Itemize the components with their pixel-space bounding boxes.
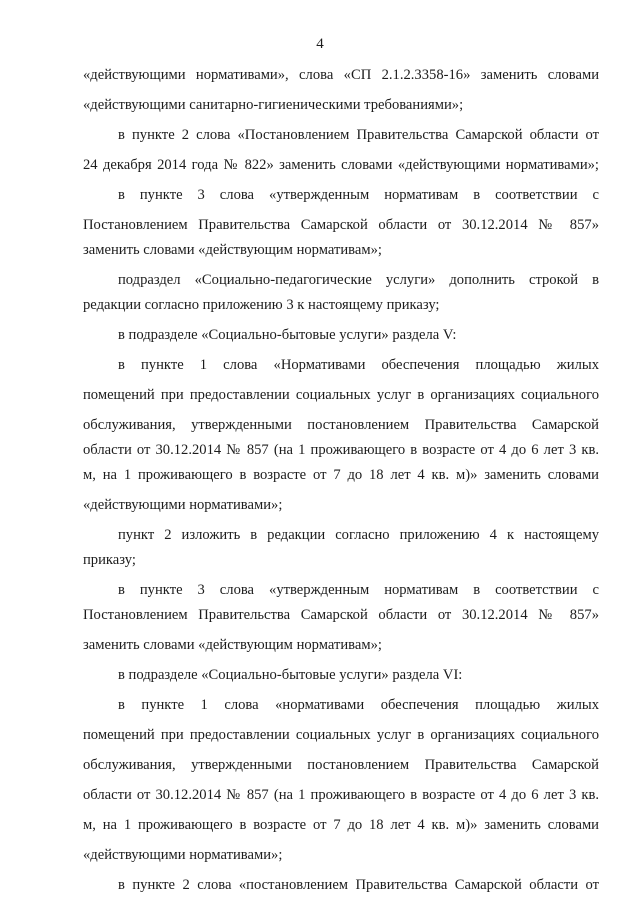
text-line: заменить словами «действующим нормативам»;: [83, 637, 382, 653]
text-line: обслуживания, утвержденными постановлением Правительства Самарской: [83, 417, 599, 433]
text-line: в пункте 3 слова «утвержденным нормативам в соответствии с: [118, 582, 599, 598]
text-line: «действующими нормативами»;: [83, 847, 283, 863]
text-line: 24 декабря 2014 года № 822» заменить словами «действующими нормативами»;: [83, 157, 599, 173]
text-line: в пункте 2 слова «Постановлением Правительства Самарской области от: [118, 127, 599, 143]
text-line: области от 30.12.2014 № 857 (на 1 проживающего в возрасте от 4 до 6 лет 3 кв.: [83, 442, 599, 458]
text-line: Постановлением Правительства Самарской области от 30.12.2014 № 857»: [83, 217, 599, 233]
text-line: в пункте 1 слова «Нормативами обеспечения площадью жилых: [118, 357, 599, 373]
text-line: Постановлением Правительства Самарской области от 30.12.2014 № 857»: [83, 607, 599, 623]
text-line: приказу;: [83, 552, 136, 568]
text-line: помещений при предоставлении социальных услуг в организациях социального: [83, 387, 599, 403]
text-line: в пункте 3 слова «утвержденным нормативам в соответствии с: [118, 187, 599, 203]
text-line: в подразделе «Социально-бытовые услуги» раздела V:: [118, 327, 457, 343]
text-line: редакции согласно приложению 3 к настоящему приказу;: [83, 297, 440, 313]
text-line: м, на 1 проживающего в возрасте от 7 до 18 лет 4 кв. м)» заменить словами: [83, 467, 599, 483]
text-line: в пункте 1 слова «нормативами обеспечения площадью жилых: [118, 697, 599, 713]
text-line: «действующими санитарно-гигиеническими требованиями»;: [83, 97, 464, 113]
text-line: в пункте 2 слова «постановлением Правительства Самарской области от: [118, 877, 599, 893]
text-line: в подразделе «Социально-бытовые услуги» раздела VI:: [118, 667, 463, 683]
text-line: «действующими нормативами», слова «СП 2.1.2.3358-16» заменить словами: [83, 67, 599, 83]
text-line: пункт 2 изложить в редакции согласно приложению 4 к настоящему: [118, 527, 599, 543]
page-number: 4: [316, 36, 324, 52]
text-line: подраздел «Социально-педагогические услуги» дополнить строкой в: [118, 272, 599, 288]
text-line: «действующими нормативами»;: [83, 497, 283, 513]
text-line: м, на 1 проживающего в возрасте от 7 до 18 лет 4 кв. м)» заменить словами: [83, 817, 599, 833]
text-line: помещений при предоставлении социальных услуг в организациях социального: [83, 727, 599, 743]
text-line: заменить словами «действующим нормативам»;: [83, 242, 382, 258]
text-line: обслуживания, утвержденными постановлением Правительства Самарской: [83, 757, 599, 773]
text-line: области от 30.12.2014 № 857 (на 1 проживающего в возрасте от 4 до 6 лет 3 кв.: [83, 787, 599, 803]
